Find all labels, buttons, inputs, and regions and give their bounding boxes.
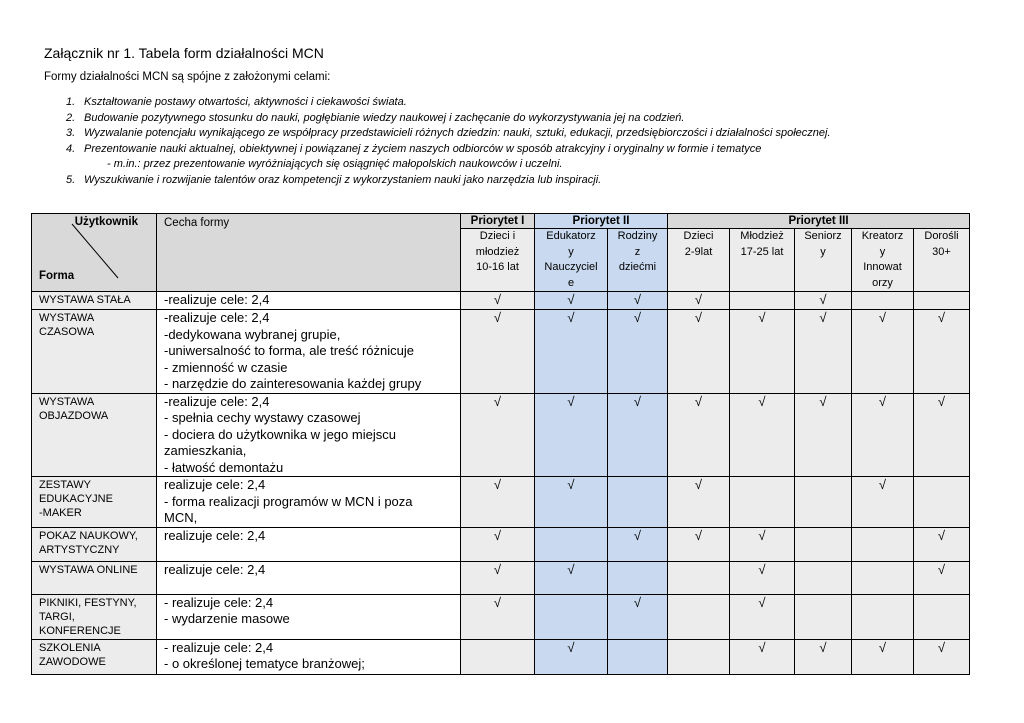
check-mark-cell: √ <box>730 639 795 674</box>
table-row <box>32 594 970 639</box>
user-group-header: Dorośli 30+ <box>914 229 970 292</box>
empty-cell <box>795 477 852 528</box>
check-mark-cell: √ <box>914 639 970 674</box>
intro-text: Formy działalności MCN są spójne z założonymi celami: <box>44 71 331 83</box>
empty-cell <box>914 477 970 528</box>
user-group-header: Seniorz y <box>795 229 852 292</box>
check-mark-cell: √ <box>852 477 914 528</box>
check-mark-cell: √ <box>535 292 608 310</box>
table-row <box>32 639 970 674</box>
goal-item <box>66 173 966 189</box>
user-group-header: Dzieci i młodzież 10-16 lat <box>461 229 535 292</box>
check-mark-cell: √ <box>852 639 914 674</box>
form-name-cell: ZESTAWY EDUKACYJNE -MAKER <box>32 477 157 528</box>
empty-cell <box>608 561 668 594</box>
check-mark-cell: √ <box>608 527 668 561</box>
goal-item <box>66 142 966 158</box>
document-title: Załącznik nr 1. Tabela form działalności MCN <box>44 45 324 61</box>
user-group-header: Kreatorz y Innowat orzy <box>852 229 914 292</box>
user-group-header: Rodziny z dziećmi <box>608 229 668 292</box>
form-feature-cell: -realizuje cele: 2,4 -dedykowana wybranej grupie, -uniwersalność to forma, ale treść różnicuje - zmienność w czasie - narzędzie do zainteresowania każdej grupy <box>157 310 461 394</box>
check-mark-cell: √ <box>608 393 668 477</box>
check-mark-cell: √ <box>730 527 795 561</box>
goal-text: Budowanie pozytywnego stosunku do nauki, pogłębianie wiedzy naukowej i zachęcanie do wykorzystywania jej na codzień. <box>84 111 685 124</box>
check-mark-cell: √ <box>461 310 535 394</box>
empty-cell <box>608 639 668 674</box>
check-mark-cell: √ <box>795 292 852 310</box>
check-mark-cell: √ <box>914 561 970 594</box>
check-mark-cell: √ <box>461 527 535 561</box>
check-mark-cell: √ <box>535 561 608 594</box>
empty-cell <box>608 477 668 528</box>
goal-number: 1. <box>66 96 76 108</box>
check-mark-cell: √ <box>914 310 970 394</box>
check-mark-cell: √ <box>795 639 852 674</box>
check-mark-cell: √ <box>852 393 914 477</box>
form-name-cell: POKAZ NAUKOWY, ARTYSTYCZNY <box>32 527 157 561</box>
table-row <box>32 310 970 394</box>
check-mark-cell: √ <box>461 292 535 310</box>
check-mark-cell: √ <box>608 292 668 310</box>
form-feature-cell: -realizuje cele: 2,4 <box>157 292 461 310</box>
empty-cell <box>668 639 730 674</box>
goal-number: 5. <box>66 173 76 186</box>
form-name-cell: WYSTAWA OBJAZDOWA <box>32 393 157 477</box>
check-mark-cell: √ <box>608 594 668 639</box>
goal-number: 4. <box>66 142 76 155</box>
corner-user-label: Użytkownik <box>74 216 138 228</box>
check-mark-cell: √ <box>730 393 795 477</box>
check-mark-cell: √ <box>608 310 668 394</box>
check-mark-cell: √ <box>668 310 730 394</box>
goal-text: Prezentowanie nauki aktualnej, obiektywnej i powiązanej z życiem naszych odbiorców w sposób atrakcyjny i oryginalny w formie i tematyce <box>84 142 762 155</box>
form-feature-cell: realizuje cele: 2,4 <box>157 561 461 594</box>
goal-number: 2. <box>66 111 76 124</box>
form-name-cell: WYSTAWA ONLINE <box>32 561 157 594</box>
priority-2-header: Priorytet II <box>535 214 668 229</box>
table-row <box>32 527 970 561</box>
empty-cell <box>795 594 852 639</box>
check-mark-cell: √ <box>914 527 970 561</box>
check-mark-cell: √ <box>914 393 970 477</box>
goal-item-continuation <box>66 157 966 173</box>
goal-text: Wyzwalanie potencjału wynikającego ze współpracy przedstawicieli różnych dziedzin: nauki, sztuki, edukacji, przedsiębiorczości i działalności społecznej. <box>84 127 831 139</box>
forms-table <box>31 213 970 675</box>
header-row-priorities <box>32 214 970 229</box>
goal-item <box>66 111 966 127</box>
user-group-header: Młodzież 17-25 lat <box>730 229 795 292</box>
table-row <box>32 292 970 310</box>
check-mark-cell: √ <box>535 477 608 528</box>
empty-cell <box>852 594 914 639</box>
goals-list <box>66 95 966 188</box>
empty-cell <box>852 292 914 310</box>
goal-text: Kształtowanie postawy otwartości, aktywności i ciekawości świata. <box>84 96 407 108</box>
check-mark-cell: √ <box>795 310 852 394</box>
empty-cell <box>668 561 730 594</box>
goal-item <box>66 95 966 111</box>
goal-number: 3. <box>66 127 76 139</box>
empty-cell <box>461 639 535 674</box>
empty-cell <box>535 594 608 639</box>
form-name-cell: PIKNIKI, FESTYNY, TARGI, KONFERENCJE <box>32 594 157 639</box>
check-mark-cell: √ <box>852 310 914 394</box>
table-row <box>32 561 970 594</box>
empty-cell <box>914 594 970 639</box>
form-feature-cell: realizuje cele: 2,4 - forma realizacji programów w MCN i poza MCN, <box>157 477 461 528</box>
empty-cell <box>795 527 852 561</box>
check-mark-cell: √ <box>730 594 795 639</box>
user-group-header: Edukatorz y Nauczyciel e <box>535 229 608 292</box>
check-mark-cell: √ <box>535 393 608 477</box>
check-mark-cell: √ <box>668 393 730 477</box>
goal-item <box>66 126 966 142</box>
check-mark-cell: √ <box>461 477 535 528</box>
table-row <box>32 477 970 528</box>
goal-text: Wyszukiwanie i rozwijanie talentów oraz kompetencji z wykorzystaniem nauki jako narzędzia lub inspiracji. <box>84 173 602 186</box>
corner-header-cell <box>32 214 157 292</box>
empty-cell <box>535 527 608 561</box>
check-mark-cell: √ <box>795 393 852 477</box>
check-mark-cell: √ <box>668 527 730 561</box>
check-mark-cell: √ <box>668 477 730 528</box>
empty-cell <box>795 561 852 594</box>
corner-form-label: Forma <box>39 270 75 282</box>
form-feature-cell: - realizuje cele: 2,4 - o określonej tematyce branżowej; <box>157 639 461 674</box>
form-name-cell: WYSTAWA STAŁA <box>32 292 157 310</box>
empty-cell <box>914 292 970 310</box>
priority-1-header: Priorytet I <box>461 214 535 229</box>
empty-cell <box>730 477 795 528</box>
table-row <box>32 393 970 477</box>
cecha-header-cell: Cecha formy <box>157 214 461 292</box>
check-mark-cell: √ <box>461 594 535 639</box>
form-name-cell: SZKOLENIA ZAWODOWE <box>32 639 157 674</box>
form-name-cell: WYSTAWA CZASOWA <box>32 310 157 394</box>
empty-cell <box>668 594 730 639</box>
form-feature-cell: realizuje cele: 2,4 <box>157 527 461 561</box>
empty-cell <box>852 561 914 594</box>
check-mark-cell: √ <box>668 292 730 310</box>
form-feature-cell: -realizuje cele: 2,4 - spełnia cechy wystawy czasowej - dociera do użytkownika w jego miejscu zamieszkania, - łatwość demontażu <box>157 393 461 477</box>
priority-3-header: Priorytet III <box>668 214 970 229</box>
check-mark-cell: √ <box>730 561 795 594</box>
goal-text: - m.in.: przez prezentowanie wyróżniających się osiągnięć małopolskich naukowców i uczelni. <box>107 158 563 170</box>
empty-cell <box>852 527 914 561</box>
empty-cell <box>730 292 795 310</box>
check-mark-cell: √ <box>535 639 608 674</box>
user-group-header: Dzieci 2-9lat <box>668 229 730 292</box>
check-mark-cell: √ <box>730 310 795 394</box>
check-mark-cell: √ <box>535 310 608 394</box>
check-mark-cell: √ <box>461 393 535 477</box>
check-mark-cell: √ <box>461 561 535 594</box>
form-feature-cell: - realizuje cele: 2,4 - wydarzenie masowe <box>157 594 461 639</box>
